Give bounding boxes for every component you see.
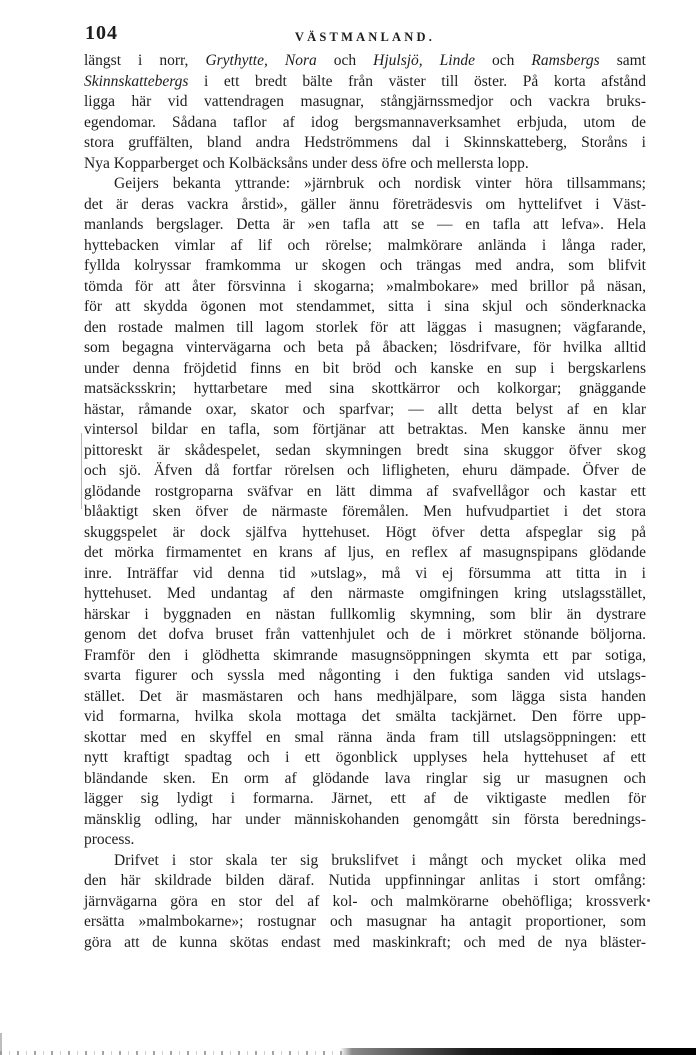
text-line: under denna fröjdetid finns en bit bröd och kanske en sup i bergskarlens — [84, 359, 646, 377]
running-header-title: VÄSTMANLAND. — [294, 30, 436, 44]
text-line: genom det dofva bruset från vattenhjulet och de i mörkret stönande böljorna. — [84, 626, 646, 643]
scan-corner-tick-artifact — [0, 1033, 2, 1055]
text-line: hästar, råmande oxar, skator och sparfvar; — allt detta belyst af en klar — [84, 400, 646, 418]
text-line: manlands bergslager. Detta är »en tafla att se — en tafla att lefva». Hela — [84, 216, 646, 233]
text-line: skottar med en skyffel en smal ränna ända fram till utslagsöppningen: ett — [84, 728, 646, 746]
text-line: nytt kraftigt spadtag och i ett ögonblick upplyses hela hyttehuset af ett — [84, 749, 646, 766]
text-line: glödande rostgroparna sväfvar en lätt dimma af svafvellågor och kastar ett — [84, 482, 646, 500]
text-line: pittoreskt är skådespelet, sedan skymningen bredt sina skuggor öfver skog — [84, 441, 646, 459]
text-line: Framför den i glödhetta skimrande masugnsöppningen skymta ett par sotiga, — [84, 646, 646, 664]
text-line: längst i norr, Grythytte, Nora och Hjulsjö, Linde och Ramsbergs samt — [84, 52, 646, 69]
text-line: ligga här vid vattendragen masugnar, stångjärnssmedjor och vackra bruks- — [84, 93, 646, 110]
text-line: inre. Inträffar vid denna tid »utslag», må vi ej försumma att titta in i — [84, 564, 646, 582]
text-line: vid formarna, hvilka skola mottaga det smälta tackjärnet. Den förre upp- — [84, 708, 646, 725]
text-line: för att skydda ögonen mot stendammet, sitta i sina skjul och sönderknacka — [84, 298, 646, 315]
text-line: stället. Det är masmästaren och hans medhjälpare, som lägga sista handen — [84, 687, 646, 705]
text-line: den rostade malmen till lagom storlek för att läggas i masugnen; vägfarande, — [84, 318, 646, 336]
text-line: järnvägarna göra en stor del af kol- och malmkörarne obehöfliga; krossverk — [84, 892, 646, 910]
text-line: ersätta »malmbokarne»; rostugnar och masugnar ha antagit proportioner, som — [84, 913, 646, 930]
text-line: Skinnskattebergs i ett bredt bälte från väster till öster. På korta afstånd — [84, 72, 646, 90]
scan-margin-dot-artifact — [647, 899, 650, 902]
text-line: vintersol bildar en tafla, som förtjänar att betraktas. Men kanske ännu mer — [84, 421, 646, 438]
text-line: egendomar. Sådana taflor af idog bergsmannaverksamhet erbjuda, utom de — [84, 113, 646, 131]
text-line: fyllda kolryssar framkomma ur skogen och trängas med andra, som blifvit — [84, 257, 646, 274]
scan-edge-bar-artifact — [0, 1048, 696, 1055]
text-line: lägger sig lydigt i formarna. Järnet, ett af de viktigaste medlen för — [84, 790, 646, 807]
text-line: stora gruffälten, bland andra Hedströmmens dal i Skinnskatteberg, Storåns i — [84, 134, 646, 151]
text-line: som begagna vintervägarna och beta på åbacken; lösdrifvare, för hvilka alltid — [84, 339, 646, 356]
text-line: härskar i byggnaden en nästan fullkomlig skymning, som blir än dystrare — [84, 605, 646, 623]
text-line: svarta figurer och syssla med någonting i den fuktiga sanden vid utslags- — [84, 667, 646, 684]
text-line: och sjö. Äfven då fortfar rörelsen och lifligheten, ehuru dämpade. Öfver de — [84, 462, 646, 479]
text-line: skuggspelet är dock själfva hyttehuset. Högt öfver detta afspeglar sig på — [84, 523, 646, 541]
text-line: det är deras vackra årstid», gäller ännu företrädesvis om hyttelifvet i Väst- — [84, 195, 646, 213]
text-line: mänsklig odling, har under människohanden genomgått sin första berednings- — [84, 810, 646, 828]
scan-margin-line-artifact — [81, 433, 82, 509]
text-line: hyttehuset. Med undantag af den närmaste omgifningen kring utslagsstället, — [84, 585, 646, 602]
text-line: blåaktigt sken öfver de närmaste föremålen. Men hufvudpartiet i det stora — [84, 503, 646, 520]
text-line: Nya Kopparberget och Kolbäcksåns under dess öfre och mellersta lopp. — [84, 154, 529, 172]
text-line: matsäcksskrin; hyttarbetare med sina skottkärror och kolkorgar; gnäggande — [84, 380, 646, 397]
text-line: tömda för att åter försvinna i skogarna; »malmbokare» med brillor på näsan, — [84, 277, 646, 295]
page-body-text — [84, 51, 646, 953]
text-line: det mörka firmamentet en krans af ljus, en reflex af masugnspipans glödande — [84, 544, 646, 561]
text-line: hyttebacken vimlar af lif och rörelse; malmkörare anlända i långa rader, — [84, 236, 646, 254]
text-line: göra att de kunna skötas endast med maskinkraft; och med de nya bläster- — [84, 933, 646, 951]
page-number: 104 — [85, 22, 118, 44]
paragraph — [84, 851, 646, 954]
text-line: den här skildrade bilden däraf. Nutida uppfinningar anlitas i stort omfång: — [84, 872, 646, 889]
text-line: process. — [84, 831, 135, 848]
paragraph — [84, 174, 646, 851]
paragraph — [84, 51, 646, 174]
text-line: bländande sken. En orm af glödande lava ringlar sig ur masugnen och — [84, 769, 646, 787]
text-line: Drifvet i stor skala ter sig brukslifvet i mångt och mycket olika med — [114, 851, 646, 869]
text-line: Geijers bekanta yttrande: »järnbruk och nordisk vinter höra tillsammans; — [114, 175, 646, 192]
